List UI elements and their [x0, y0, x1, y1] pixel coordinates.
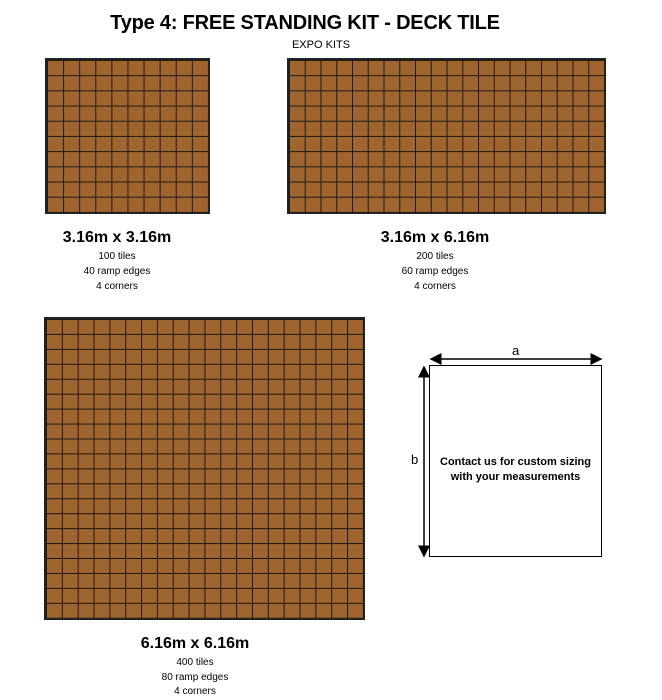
page-title: Type 4: FREE STANDING KIT - DECK TILE	[110, 12, 500, 34]
custom-text-line2: with your measurements	[450, 471, 581, 483]
kit-medium-tiles: 200 tiles	[416, 251, 454, 262]
kit-large-corners: 4 corners	[174, 686, 216, 697]
kit-small-tiles: 100 tiles	[98, 251, 136, 262]
custom-sizing-text	[429, 455, 602, 485]
height-label: b	[411, 452, 419, 467]
kit-large-ramp-edges: 80 ramp edges	[161, 672, 229, 683]
custom-text-line1: Contact us for custom sizing	[440, 456, 591, 468]
kit-small-size: 3.16m x 3.16m	[62, 229, 172, 246]
kit-large-tiles: 400 tiles	[176, 657, 214, 668]
width-label: a	[512, 343, 520, 358]
kit-small-ramp-edges: 40 ramp edges	[83, 266, 151, 277]
kit-medium-ramp-edges: 60 ramp edges	[401, 266, 469, 277]
kit-large-size: 6.16m x 6.16m	[140, 635, 250, 652]
kit-medium-size: 3.16m x 6.16m	[380, 229, 490, 246]
kit-medium-corners: 4 corners	[414, 281, 456, 292]
kit-small-corners: 4 corners	[96, 281, 138, 292]
page-subtitle: EXPO KITS	[291, 39, 351, 51]
